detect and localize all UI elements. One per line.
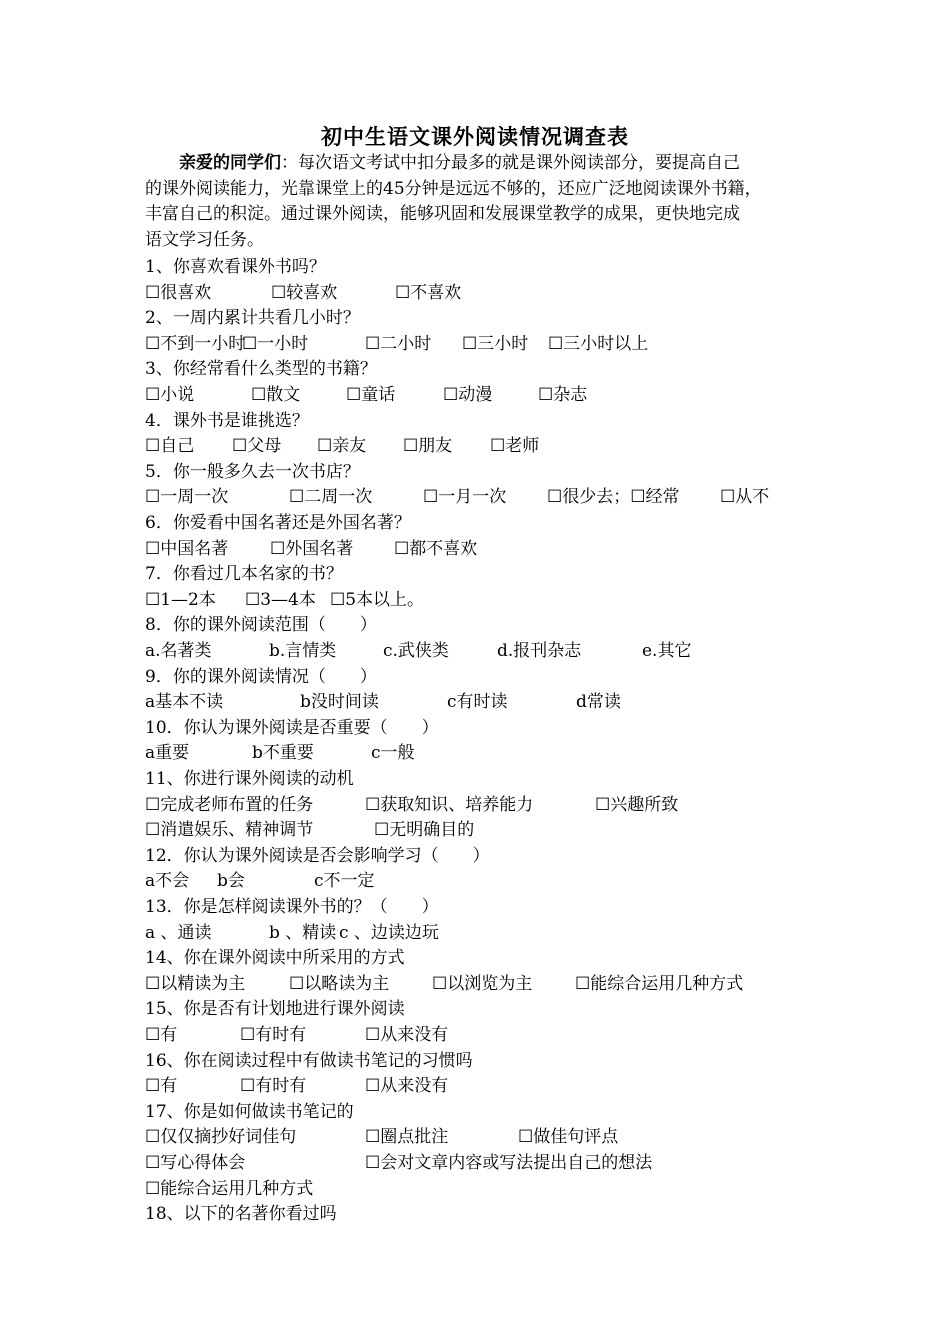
intro-line-3: 丰富自己的积淀。通过课外阅读，能够巩固和发展课堂教学的成果，更快地完成	[145, 204, 740, 224]
option-17-2-2[interactable]: ☐会对文章内容或写法提出自己的想法	[365, 1153, 653, 1173]
option-11-1-2[interactable]: ☐获取知识、培养能力	[365, 795, 534, 815]
option-14-1-4[interactable]: ☐能综合运用几种方式	[575, 974, 744, 994]
option-8-1-1[interactable]: a.名著类	[145, 641, 212, 661]
option-3-1-3[interactable]: ☐童话	[346, 385, 396, 405]
option-8-1-2[interactable]: b.言情类	[269, 641, 337, 661]
option-16-1-1[interactable]: ☐有	[145, 1076, 178, 1096]
option-5-1-1[interactable]: ☐一周一次	[145, 487, 229, 507]
option-5-1-2[interactable]: ☐二周一次	[289, 487, 373, 507]
question-14: 14、你在课外阅读中所采用的方式	[145, 948, 405, 968]
option-3-1-1[interactable]: ☐小说	[145, 385, 195, 405]
option-1-1-2[interactable]: ☐较喜欢	[271, 283, 338, 303]
option-17-1-2[interactable]: ☐圈点批注	[365, 1127, 449, 1147]
option-17-2-1[interactable]: ☐写心得体会	[145, 1153, 246, 1173]
question-8: 8．你的课外阅读范围（ ）	[145, 615, 377, 635]
option-17-1-1[interactable]: ☐仅仅摘抄好词佳句	[145, 1127, 297, 1147]
option-8-1-3[interactable]: c.武侠类	[383, 641, 449, 661]
option-3-1-2[interactable]: ☐散文	[251, 385, 301, 405]
option-4-1-3[interactable]: ☐亲友	[317, 436, 367, 456]
question-13: 13．你是怎样阅读课外书的？（ ）	[145, 897, 439, 917]
question-7: 7．你看过几本名家的书？	[145, 564, 343, 584]
option-7-1-2[interactable]: ☐3—4本	[245, 590, 316, 610]
option-4-1-2[interactable]: ☐父母	[232, 436, 282, 456]
option-3-1-5[interactable]: ☐杂志	[538, 385, 588, 405]
question-11: 11、你进行课外阅读的动机	[145, 769, 354, 789]
option-12-1-3[interactable]: c不一定	[314, 871, 375, 891]
option-8-1-5[interactable]: e.其它	[642, 641, 692, 661]
option-7-1-1[interactable]: ☐1—2本	[145, 590, 216, 610]
question-10: 10．你认为课外阅读是否重要（ ）	[145, 718, 439, 738]
intro-paragraph	[145, 151, 825, 253]
option-5-1-5[interactable]: ☐从不	[720, 487, 770, 507]
option-2-1-1[interactable]: ☐不到一小时	[145, 334, 246, 354]
option-14-1-1[interactable]: ☐以精读为主	[145, 974, 246, 994]
option-2-1-5[interactable]: ☐三小时以上	[548, 334, 649, 354]
option-6-1-2[interactable]: ☐外国名著	[270, 539, 354, 559]
option-17-1-3[interactable]: ☐做佳句评点	[518, 1127, 619, 1147]
question-12: 12．你认为课外阅读是否会影响学习（ ）	[145, 846, 490, 866]
option-12-1-1[interactable]: a不会	[145, 871, 190, 891]
option-5-1-3[interactable]: ☐一月一次	[423, 487, 507, 507]
question-18: 18、以下的名著你看过吗	[145, 1204, 337, 1224]
question-5: 5．你一般多久去一次书店？	[145, 462, 360, 482]
question-4: 4．课外书是谁挑选？	[145, 411, 309, 431]
option-10-1-1[interactable]: a重要	[145, 743, 190, 763]
option-16-1-2[interactable]: ☐有时有	[240, 1076, 307, 1096]
option-8-1-4[interactable]: d.报刊杂志	[497, 641, 582, 661]
option-7-1-3[interactable]: ☐5本以上。	[330, 590, 425, 610]
intro-line-1: ：每次语文考试中扣分最多的就是课外阅读部分，要提高自己	[281, 153, 740, 173]
page-title: 初中生语文课外阅读情况调查表	[321, 124, 629, 149]
option-13-1-2[interactable]: b 、精读	[269, 923, 337, 943]
option-10-1-2[interactable]: b不重要	[252, 743, 314, 763]
option-10-1-3[interactable]: c一般	[371, 743, 415, 763]
question-16: 16、你在阅读过程中有做读书笔记的习惯吗	[145, 1051, 473, 1071]
option-14-1-3[interactable]: ☐以浏览为主	[432, 974, 533, 994]
question-6: 6．你爱看中国名著还是外国名著？	[145, 513, 411, 533]
option-12-1-2[interactable]: b会	[217, 871, 245, 891]
option-4-1-5[interactable]: ☐老师	[490, 436, 540, 456]
option-5-1-4[interactable]: ☐很少去；☐经常	[547, 487, 680, 507]
question-15: 15、你是否有计划地进行课外阅读	[145, 999, 405, 1019]
option-1-1-1[interactable]: ☐很喜欢	[145, 283, 212, 303]
option-11-1-1[interactable]: ☐完成老师布置的任务	[145, 795, 314, 815]
question-3: 3、你经常看什么类型的书籍？	[145, 359, 377, 379]
option-15-1-2[interactable]: ☐有时有	[240, 1025, 307, 1045]
question-17: 17、你是如何做读书笔记的	[145, 1102, 354, 1122]
option-4-1-1[interactable]: ☐自己	[145, 436, 195, 456]
question-2: 2、一周内累计共看几小时？	[145, 308, 360, 328]
option-11-1-3[interactable]: ☐兴趣所致	[595, 795, 679, 815]
option-2-1-3[interactable]: ☐二小时	[365, 334, 432, 354]
option-17-3-1[interactable]: ☐能综合运用几种方式	[145, 1179, 314, 1199]
option-11-2-1[interactable]: ☐消遣娱乐、精神调节	[145, 820, 314, 840]
option-13-1-1[interactable]: a 、通读	[145, 923, 212, 943]
intro-line-2: 的课外阅读能力，光靠课堂上的45分钟是远远不够的，还应广泛地阅读课外书籍，	[145, 178, 762, 199]
option-6-1-1[interactable]: ☐中国名著	[145, 539, 229, 559]
option-2-1-2[interactable]: ☐一小时	[242, 334, 309, 354]
option-15-1-3[interactable]: ☐从来没有	[365, 1025, 449, 1045]
salutation: 亲爱的同学们	[179, 153, 281, 173]
option-16-1-3[interactable]: ☐从来没有	[365, 1076, 449, 1096]
question-1: 1、你喜欢看课外书吗？	[145, 257, 326, 277]
option-9-1-3[interactable]: c有时读	[447, 692, 508, 712]
option-2-1-4[interactable]: ☐三小时	[462, 334, 529, 354]
option-1-1-3[interactable]: ☐不喜欢	[395, 283, 462, 303]
option-4-1-4[interactable]: ☐朋友	[403, 436, 453, 456]
option-9-1-4[interactable]: d常读	[576, 692, 621, 712]
option-6-1-3[interactable]: ☐都不喜欢	[394, 539, 478, 559]
option-15-1-1[interactable]: ☐有	[145, 1025, 178, 1045]
option-11-2-2[interactable]: ☐无明确目的	[374, 820, 475, 840]
intro-line-4: 语文学习任务。	[145, 229, 264, 250]
option-9-1-1[interactable]: a基本不读	[145, 692, 224, 712]
option-14-1-2[interactable]: ☐以略读为主	[289, 974, 390, 994]
option-13-1-3[interactable]: c 、边读边玩	[339, 923, 439, 943]
question-9: 9．你的课外阅读情况（ ）	[145, 667, 377, 687]
option-9-1-2[interactable]: b没时间读	[300, 692, 379, 712]
option-3-1-4[interactable]: ☐动漫	[443, 385, 493, 405]
